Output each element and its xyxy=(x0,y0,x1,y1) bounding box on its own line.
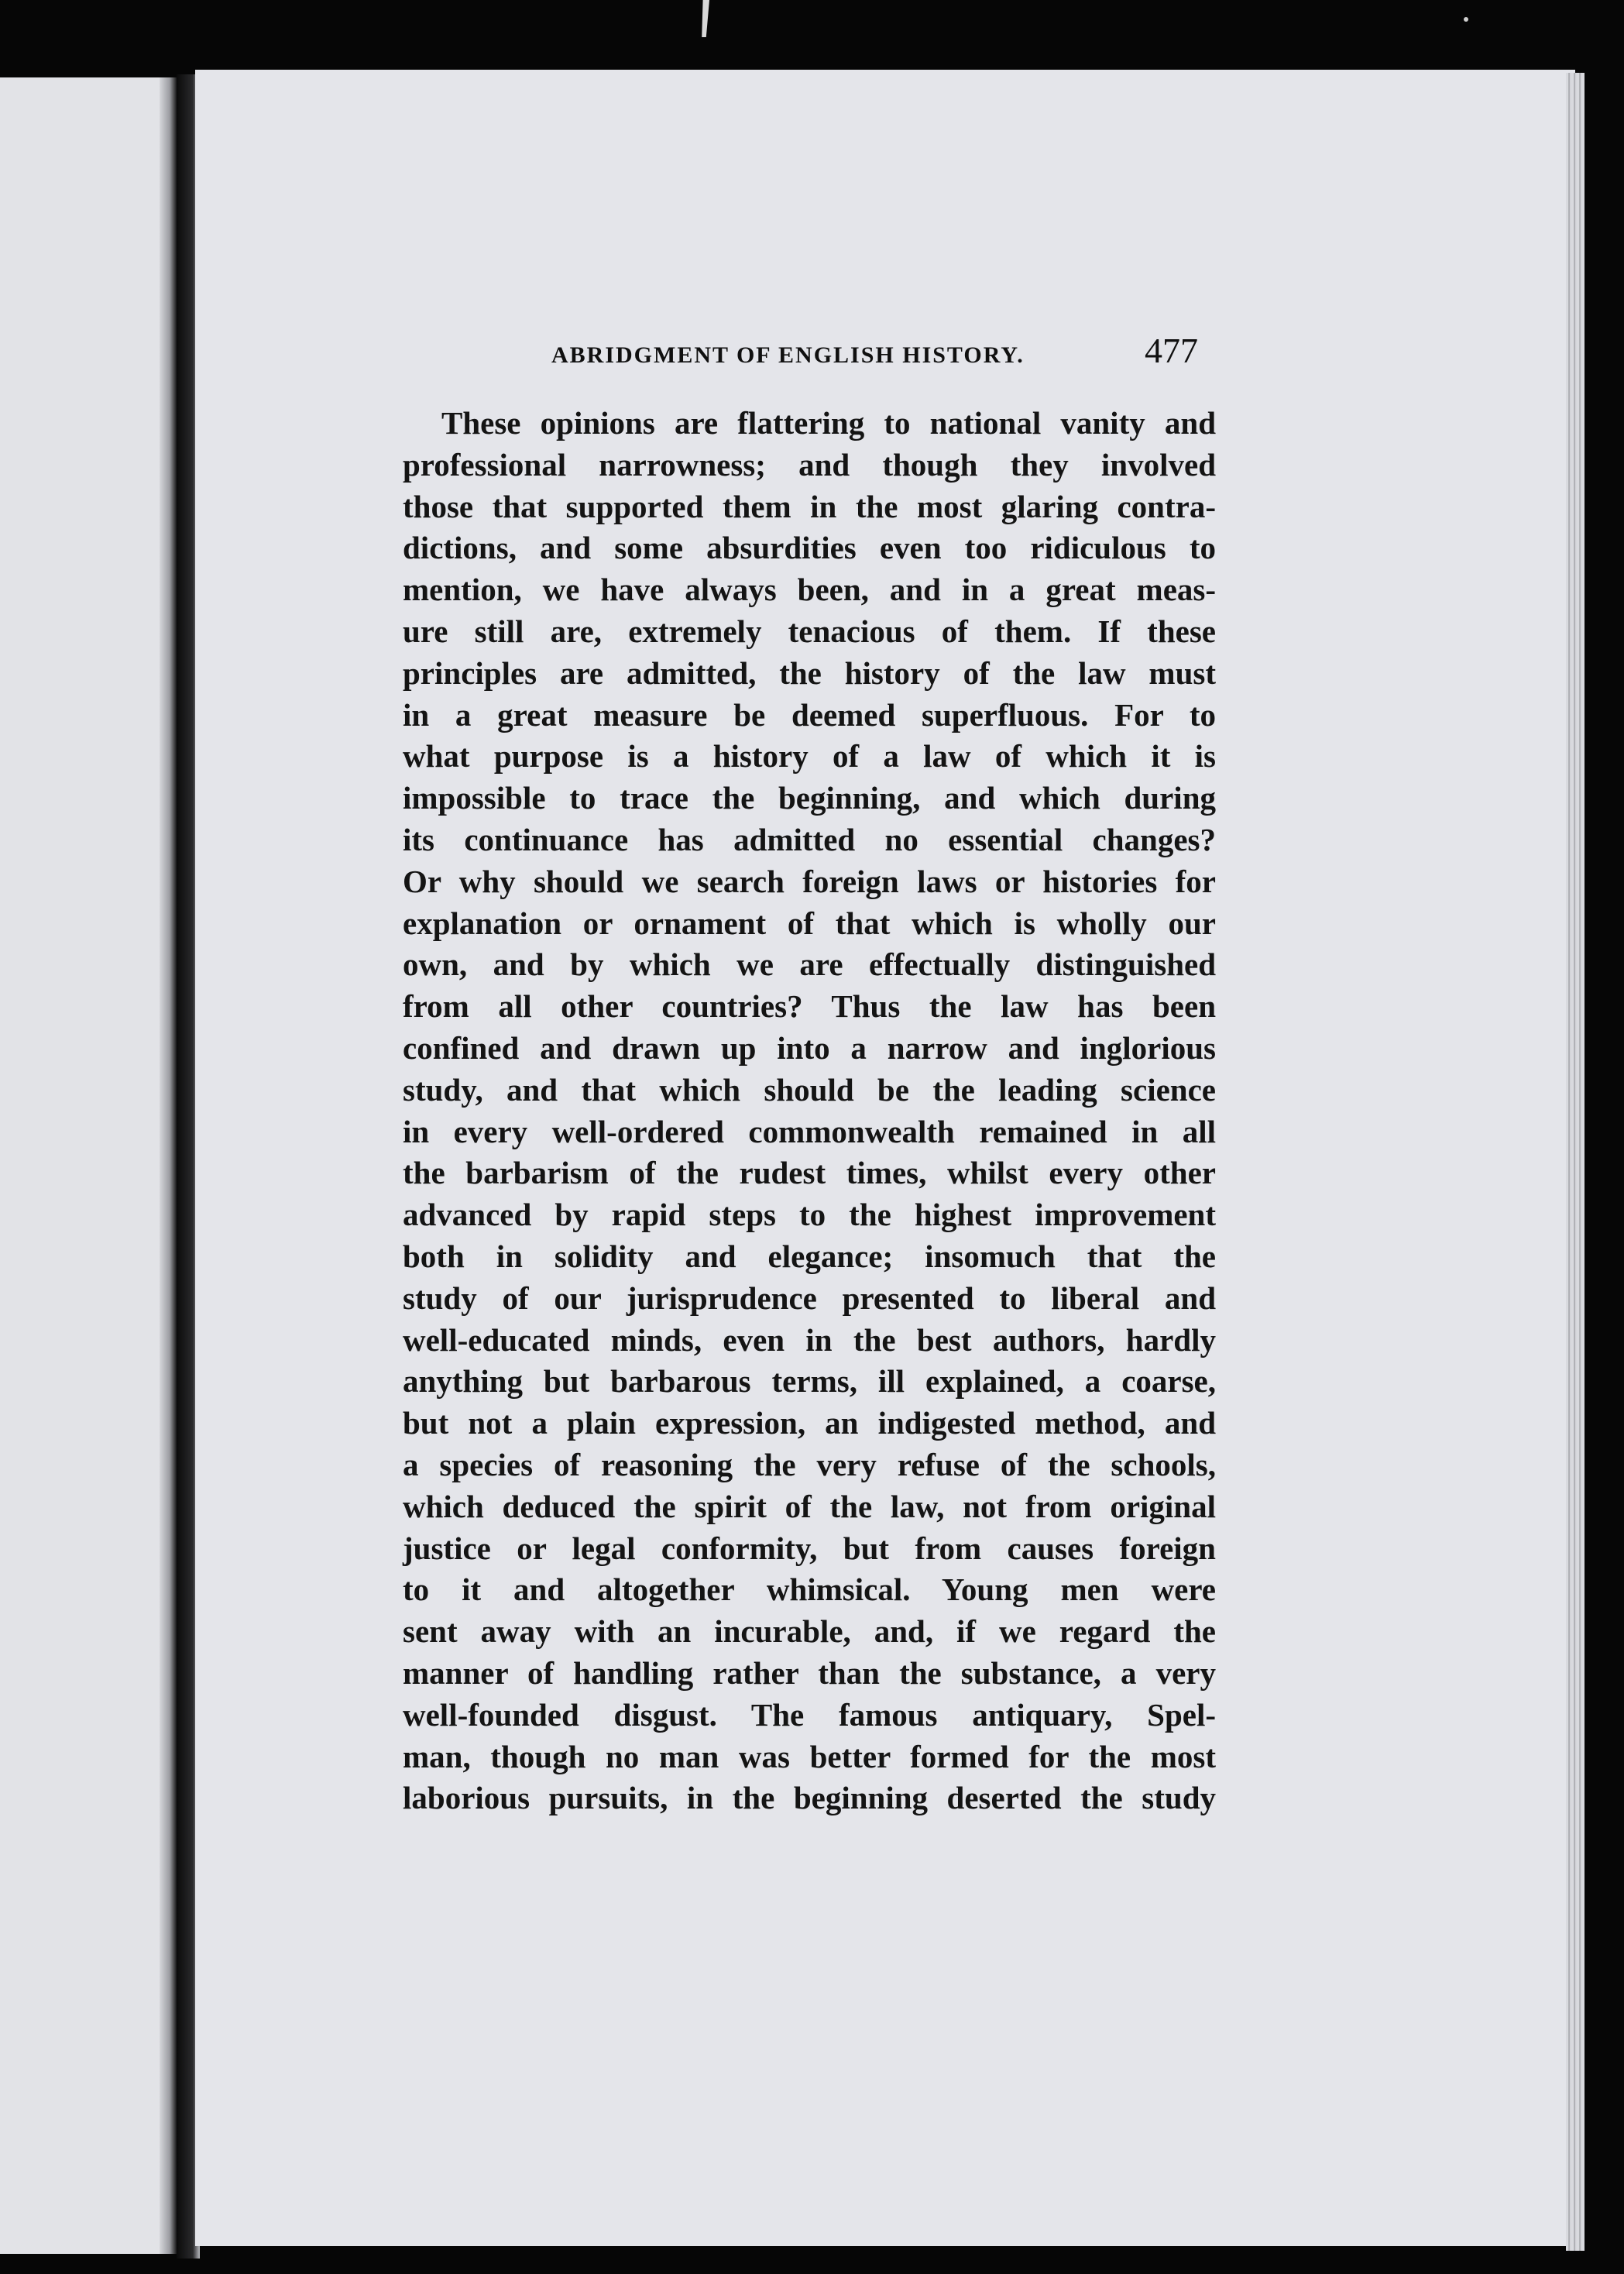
text-line: laborious pursuits, in the beginning deserted the study xyxy=(403,1780,1216,1816)
text-line: but not a plain expression, an indigested method, and xyxy=(403,1405,1216,1441)
text-line: a species of reasoning the very refuse of the schools, xyxy=(403,1446,1216,1482)
text-line: well-founded disgust. The famous antiquary, Spel- xyxy=(403,1696,1216,1733)
text-line: anything but barbarous terms, ill explained, a coarse, xyxy=(403,1363,1216,1400)
text-line: to it and altogether whimsical. Young men were xyxy=(403,1572,1216,1608)
text-line: These opinions are flattering to national vanity and xyxy=(441,405,1216,441)
text-line: professional narrowness; and though they involved xyxy=(403,446,1216,483)
scan-artifact-dot xyxy=(1464,17,1468,22)
text-line: study of our jurisprudence presented to liberal and xyxy=(403,1280,1216,1316)
text-line: study, and that which should be the leading science xyxy=(403,1071,1216,1108)
text-line: the barbarism of the rudest times, whilst every other xyxy=(403,1155,1216,1191)
page-number: 477 xyxy=(1145,331,1198,370)
body-text xyxy=(403,403,1216,1819)
text-line: own, and by which we are effectually distinguished xyxy=(403,946,1216,983)
text-line: those that supported them in the most glaring contra- xyxy=(403,488,1216,524)
text-line: both in solidity and elegance; insomuch that the xyxy=(403,1238,1216,1274)
text-line: sent away with an incurable, and, if we regard the xyxy=(403,1613,1216,1650)
text-line: in every well-ordered commonwealth remained in all xyxy=(403,1113,1216,1149)
left-page-gutter xyxy=(160,77,177,2254)
text-line: which deduced the spirit of the law, not from original xyxy=(403,1488,1216,1524)
text-line: man, though no man was better formed for the most xyxy=(403,1738,1216,1774)
left-page-edge xyxy=(0,77,172,2254)
text-line: impossible to trace the beginning, and which during xyxy=(403,780,1216,816)
text-line: in a great measure be deemed superfluous. For to xyxy=(403,696,1216,733)
text-line: principles are admitted, the history of the law must xyxy=(403,654,1216,691)
text-line: advanced by rapid steps to the highest improvement xyxy=(403,1197,1216,1233)
text-line: dictions, and some absurdities even too ridiculous to xyxy=(403,530,1216,566)
page-stack-edge xyxy=(1566,73,1585,2251)
text-line: from all other countries? Thus the law has been xyxy=(403,988,1216,1025)
page-header xyxy=(551,330,1202,376)
scan-artifact-mark xyxy=(699,0,709,37)
text-line: manner of handling rather than the substance, a very xyxy=(403,1654,1216,1691)
text-line: Or why should we search foreign laws or histories for xyxy=(403,863,1216,899)
text-line: what purpose is a history of a law of which it is xyxy=(403,738,1216,775)
text-line: its continuance has admitted no essential changes? xyxy=(403,821,1216,857)
text-line: explanation or ornament of that which is wholly our xyxy=(403,905,1216,941)
text-line: well-educated minds, even in the best authors, hardly xyxy=(403,1321,1216,1358)
text-line: ure still are, extremely tenacious of them. If these xyxy=(403,613,1216,649)
text-line: justice or legal conformity, but from causes foreign xyxy=(403,1530,1216,1566)
text-line: confined and drawn up into a narrow and inglorious xyxy=(403,1029,1216,1066)
running-title: ABRIDGMENT OF ENGLISH HISTORY. xyxy=(551,342,1025,368)
text-line: mention, we have always been, and in a great meas- xyxy=(403,572,1216,608)
